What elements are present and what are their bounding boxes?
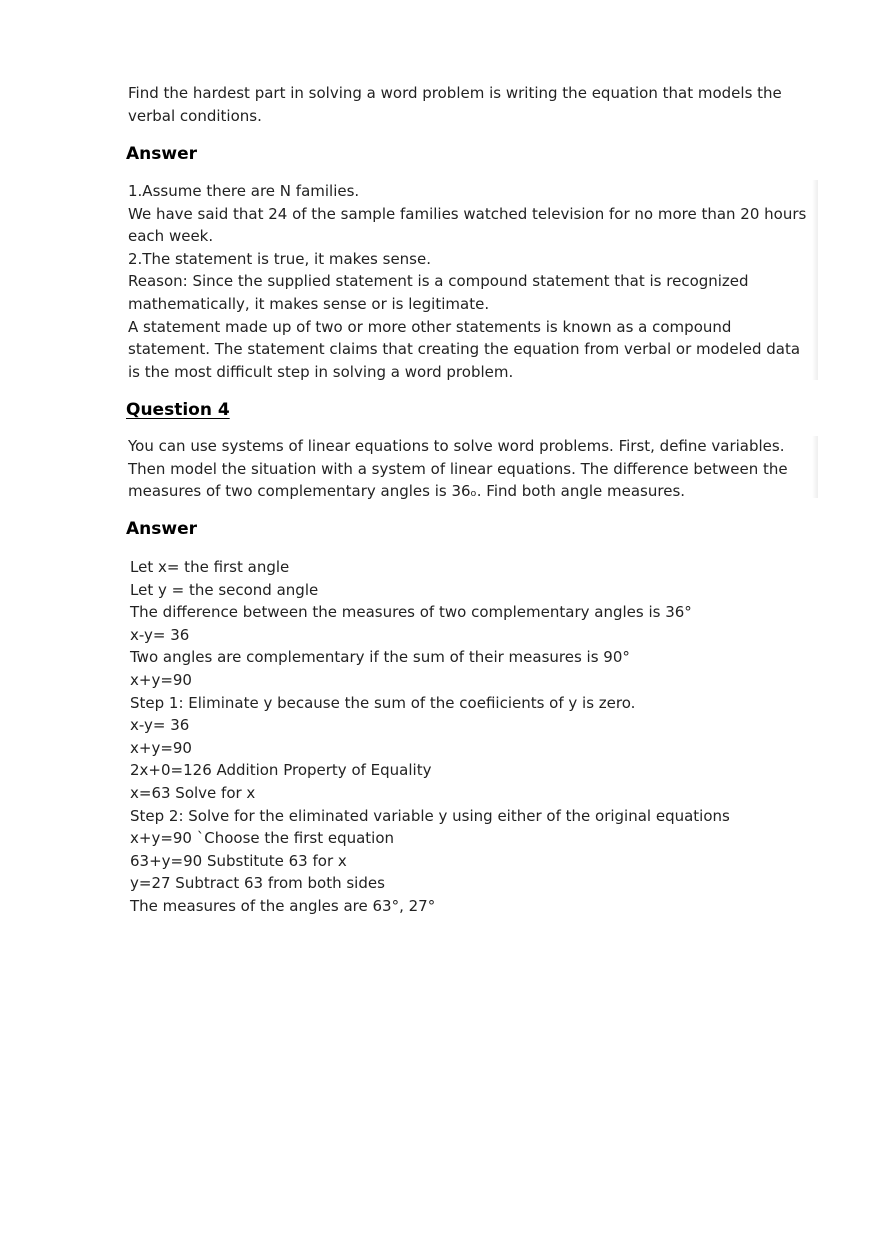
equation-line: x=63 Solve for x	[130, 783, 256, 802]
text-line: Let y = the second angle	[130, 580, 319, 599]
text-line: Two angles are complementary if the sum of their measures is 90°	[130, 648, 630, 667]
text-line: Reason: Since the supplied statement is a compound statement that is recognized	[128, 272, 749, 291]
question-4-paragraph	[128, 435, 818, 503]
equation-line: x+y=90	[130, 670, 192, 689]
answer-2-solution	[130, 556, 820, 918]
text-line: You can use systems of linear equations to solve word problems. First, define variables.	[128, 437, 785, 455]
text-line: mathematically, it makes sense or is legitimate.	[128, 294, 490, 313]
text-line: We have said that 24 of the sample families watched television for no more than 20 hours	[128, 204, 807, 223]
text-line: Step 1: Eliminate y because the sum of the coefiicients of y is zero.	[130, 693, 636, 712]
text-line: Find the hardest part in solving a word problem is writing the equation that models the	[128, 84, 782, 102]
text-line: measures of two complementary angles is 36ₒ. Find both angle measures.	[128, 482, 686, 501]
text-line: 1.Assume there are N families.	[128, 182, 360, 200]
equation-line: y=27 Subtract 63 from both sides	[130, 874, 385, 893]
text-line: verbal conditions.	[128, 106, 262, 125]
equation-line: x+y=90	[130, 738, 192, 757]
text-line: Step 2: Solve for the eliminated variable y using either of the original equations	[130, 806, 730, 825]
text-line: Let x= the first angle	[130, 558, 290, 576]
image-edge-shadow	[812, 180, 818, 380]
equation-line: x-y= 36	[130, 716, 190, 735]
equation-line: x+y=90 `Choose the first equation	[130, 829, 395, 848]
equation-line: x-y= 36	[130, 625, 190, 644]
text-line: Then model the situation with a system of linear equations. The difference between the	[128, 459, 788, 478]
answer-heading: Answer	[126, 519, 197, 539]
text-line: is the most difficult step in solving a word problem.	[128, 362, 514, 381]
text-line: each week.	[128, 227, 214, 246]
equation-line: 2x+0=126 Addition Property of Equality	[130, 761, 432, 780]
intro-paragraph	[128, 82, 818, 127]
answer-heading: Answer	[126, 144, 197, 164]
image-edge-shadow	[812, 436, 818, 498]
text-line: The difference between the measures of two complementary angles is 36°	[130, 603, 692, 622]
text-line: A statement made up of two or more other statements is known as a compound	[128, 317, 732, 336]
answer-1-paragraph	[128, 180, 818, 383]
text-line: 2.The statement is true, it makes sense.	[128, 249, 431, 268]
question-heading: Question 4	[126, 400, 230, 420]
text-line: The measures of the angles are 63°, 27°	[130, 896, 436, 915]
text-line: statement. The statement claims that creating the equation from verbal or modeled data	[128, 340, 801, 359]
equation-line: 63+y=90 Substitute 63 for x	[130, 851, 347, 870]
